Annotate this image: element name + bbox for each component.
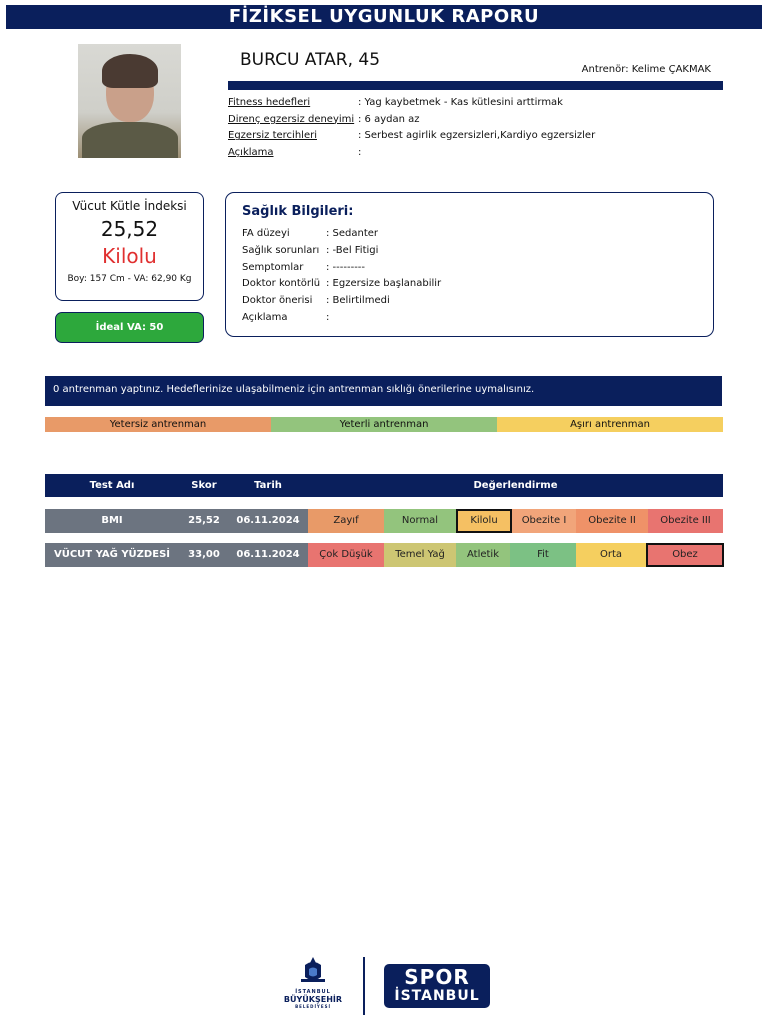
health-label: Doktor önerisi	[242, 295, 313, 307]
bmi-categories	[308, 509, 723, 533]
health-value: : Belirtilmedi	[326, 295, 390, 307]
spor-text: SPOR	[404, 965, 470, 989]
training-message-banner: 0 antrenman yaptınız. Hedeflerinize ulaşabilmeniz için antrenman sıklığı önerilerine uymalısınız.	[45, 376, 722, 406]
category-cell: Atletik	[456, 543, 510, 567]
health-label: Sağlık sorunları	[242, 244, 320, 256]
header-date: Tarih	[254, 480, 282, 491]
category-cell: Obezite I	[512, 509, 576, 533]
health-title: Sağlık Bilgileri:	[242, 204, 354, 219]
category-cell: Temel Yağ	[384, 543, 456, 567]
name-divider	[228, 81, 723, 90]
goal-label: Fitness hedefleri	[228, 97, 311, 108]
goal-row	[228, 95, 595, 112]
category-cell: Zayıf	[308, 509, 384, 533]
legend-insufficient: Yetersiz antrenman	[45, 417, 271, 432]
health-label: Semptomlar	[242, 261, 304, 273]
health-value: :	[326, 311, 330, 323]
person-name-age: BURCU ATAR, 45	[240, 50, 381, 70]
goal-value: : Yag kaybetmek - Kas kütlesini arttirmak	[358, 97, 563, 108]
health-info-card	[225, 192, 714, 337]
table-header	[45, 474, 723, 497]
row-test-name: VÜCUT YAĞ YÜZDESİ	[53, 549, 170, 560]
row-test-name: BMI	[101, 515, 123, 526]
health-value: : Sedanter	[326, 228, 379, 239]
category-cell: Normal	[384, 509, 456, 533]
trainer-name: Antrenör: Kelime ÇAKMAK	[581, 64, 711, 75]
bmi-title: Vücut Kütle İndeksi	[72, 199, 187, 213]
health-row	[242, 260, 441, 277]
goal-value: : Serbest agirlik egzersizleri,Kardiyo egzersizler	[358, 130, 596, 142]
bmi-card	[55, 192, 204, 301]
training-legend	[45, 417, 723, 432]
footer-divider	[363, 957, 365, 1015]
header-score: Skor	[191, 480, 217, 491]
health-row	[242, 293, 441, 310]
goal-row	[228, 112, 595, 129]
row-score: 33,00	[188, 549, 220, 560]
health-row	[242, 310, 441, 327]
body-fat-categories	[308, 543, 724, 567]
category-cell: Obezite III	[648, 509, 723, 533]
category-cell: Fit	[510, 543, 576, 567]
goal-label: Direnç egzersiz deneyimi	[228, 113, 355, 125]
ibb-logo	[280, 955, 346, 1017]
health-value: : ---------	[326, 261, 366, 273]
goal-row	[228, 145, 595, 162]
row-score: 25,52	[188, 515, 220, 526]
legend-sufficient: Yeterli antrenman	[271, 417, 497, 432]
goal-label: Egzersiz tercihleri	[228, 130, 317, 142]
ibb-text-1: İSTANBUL	[295, 989, 331, 995]
legend-excessive: Aşırı antrenman	[497, 417, 723, 432]
ibb-text-3: BELEDİYESİ	[295, 1004, 331, 1009]
row-date: 06.11.2024	[236, 549, 300, 560]
bmi-category: Kilolu	[102, 244, 157, 268]
ibb-text-2: BÜYÜKŞEHİR	[283, 995, 343, 1004]
ibb-emblem-icon	[297, 955, 329, 985]
table-row-body-fat	[45, 543, 308, 567]
health-label: Açıklama	[242, 311, 288, 323]
category-cell: Kilolu	[456, 509, 512, 533]
bmi-value: 25,52	[100, 217, 159, 241]
health-value: : Egzersize başlanabilir	[326, 278, 442, 290]
goals-section	[228, 95, 595, 162]
bmi-stats: Boy: 157 Cm - VA: 62,90 Kg	[67, 274, 192, 284]
health-row	[242, 226, 441, 243]
header-test-name: Test Adı	[89, 480, 135, 491]
health-row	[242, 276, 441, 293]
profile-photo	[78, 44, 181, 158]
category-cell: Çok Düşük	[308, 543, 384, 567]
goal-row	[228, 128, 595, 145]
goal-value: : 6 aydan az	[358, 113, 420, 125]
health-value: : -Bel Fitigi	[326, 244, 379, 256]
spor-istanbul-logo	[384, 964, 490, 1008]
goal-label: Açıklama	[228, 147, 274, 159]
footer-logos	[280, 955, 492, 1017]
row-date: 06.11.2024	[236, 515, 300, 526]
table-row-bmi	[45, 509, 308, 533]
header-evaluation: Değerlendirme	[473, 480, 558, 491]
health-label: Doktor kontörlü	[242, 278, 321, 290]
category-cell: Obez	[646, 543, 724, 567]
goal-value: :	[358, 147, 362, 159]
health-label: FA düzeyi	[242, 228, 290, 239]
ideal-weight-badge: İdeal VA: 50	[55, 312, 204, 343]
istanbul-text: İSTANBUL	[394, 988, 480, 1004]
category-cell: Orta	[576, 543, 646, 567]
category-cell: Obezite II	[576, 509, 648, 533]
health-row	[242, 243, 441, 260]
report-title: FİZİKSEL UYGUNLUK RAPORU	[6, 5, 762, 29]
